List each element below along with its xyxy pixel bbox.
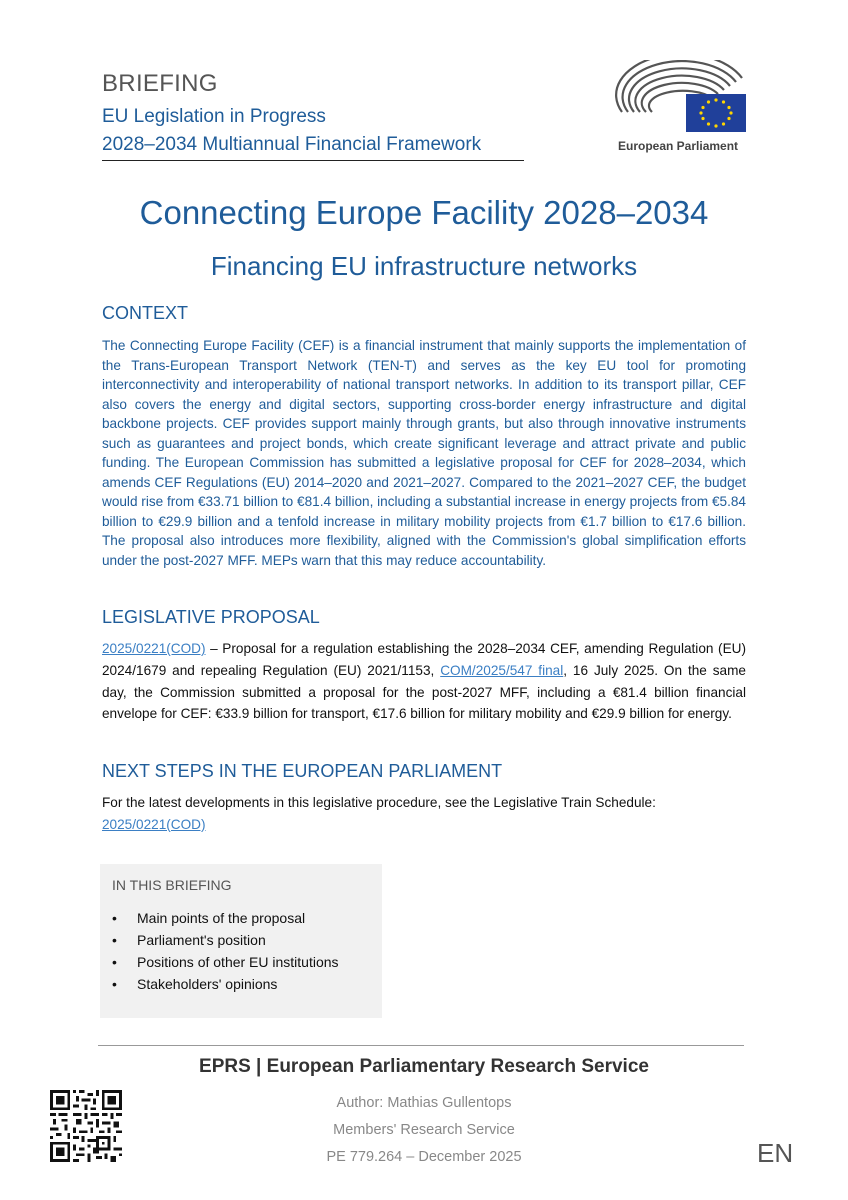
- toc-title: IN THIS BRIEFING: [112, 877, 232, 893]
- toc-list: [112, 907, 339, 995]
- proposal-text-part1: – Proposal for a regulation establishing the 2028–2034 CEF, amending Regulation (EU) 2024/1679 and repealing Regulation (EU) 2021/1153,: [102, 641, 746, 678]
- toc-item: • Parliament's position: [112, 929, 339, 951]
- toc-item: • Positions of other EU institutions: [112, 951, 339, 973]
- service-line: Members' Research Service: [333, 1122, 515, 1138]
- next-steps-paragraph: [102, 792, 746, 836]
- author-line: Author: Mathias Gullentops: [336, 1095, 512, 1111]
- hemicycle-icon: [612, 60, 750, 136]
- next-steps-text: For the latest developments in this legislative procedure, see the Legislative Train Schedule:: [102, 795, 656, 810]
- european-parliament-logo: [612, 60, 750, 160]
- framework-label: 2028–2034 Multiannual Financial Framework: [102, 134, 482, 155]
- context-paragraph: The Connecting Europe Facility (CEF) is a financial instrument that mainly supports the implementation of the Trans-European Transport Network (TEN-T) and serves as the key EU tool for promoting interconnectivity and interoperability of national transport networks. In addition to its transport pillar, CEF also covers the energy and digital sectors, supporting cross-border energy infrastructure and digital backbone projects. CEF provides support mainly through grants, but also through innovative instruments such as guarantees and project bonds, which create significant leverage and attract private and public funding. The European Commission has submitted a legislative proposal for CEF for 2028–2034, which amends CEF Regulations (EU) 2014–2020 and 2021–2027. Compared to the 2021–2027 CEF, the budget would rise from €33.71 billion to €81.4 billion, including a substantial increase in energy projects from €5.84 billion to €29.9 billion and a tenfold increase in military mobility projects from €1.7 billion to €17.6 billion. The proposal also introduces more flexibility, aligned with the Commission's global simplification efforts under the post-2027 MFF. MEPs warn that this may reduce accountability.: [102, 338, 746, 568]
- procedure-link[interactable]: 2025/0221(COD): [102, 641, 206, 656]
- toc-item: • Stakeholders' opinions: [112, 973, 339, 995]
- proposal-text-part2: , 16 July 2025. On the same day, the Commission submitted a proposal for the post-2027 MFF, including a €81.4 billion financial envelope for CEF: €33.9 billion for transport, €17.6 billion for military mobility and €29.9 billion for energy.: [102, 662, 746, 722]
- next-steps-heading: NEXT STEPS IN THE EUROPEAN PARLIAMENT: [102, 761, 503, 781]
- briefing-label: BRIEFING: [102, 70, 218, 97]
- qr-code-icon: [50, 1090, 122, 1162]
- com-document-link[interactable]: COM/2025/547 final: [440, 662, 564, 678]
- toc-item: • Main points of the proposal: [112, 907, 339, 929]
- footer-divider: [98, 1045, 744, 1046]
- logo-caption: European Parliament: [618, 139, 739, 153]
- reference-line: PE 779.264 – December 2025: [326, 1149, 522, 1165]
- document-title: Connecting Europe Facility 2028–2034: [139, 194, 709, 231]
- context-heading: CONTEXT: [102, 303, 189, 323]
- legislative-proposal-heading: LEGISLATIVE PROPOSAL: [102, 607, 320, 627]
- legislative-train-link[interactable]: 2025/0221(COD): [102, 816, 206, 832]
- legislative-proposal-paragraph: [102, 638, 746, 725]
- language-code: EN: [757, 1138, 794, 1168]
- series-label: EU Legislation in Progress: [102, 106, 326, 127]
- eprs-label: EPRS | European Parliamentary Research Service: [199, 1056, 649, 1077]
- header-divider: [102, 160, 524, 161]
- in-this-briefing-box: [100, 864, 382, 1018]
- document-subtitle: Financing EU infrastructure networks: [210, 251, 638, 281]
